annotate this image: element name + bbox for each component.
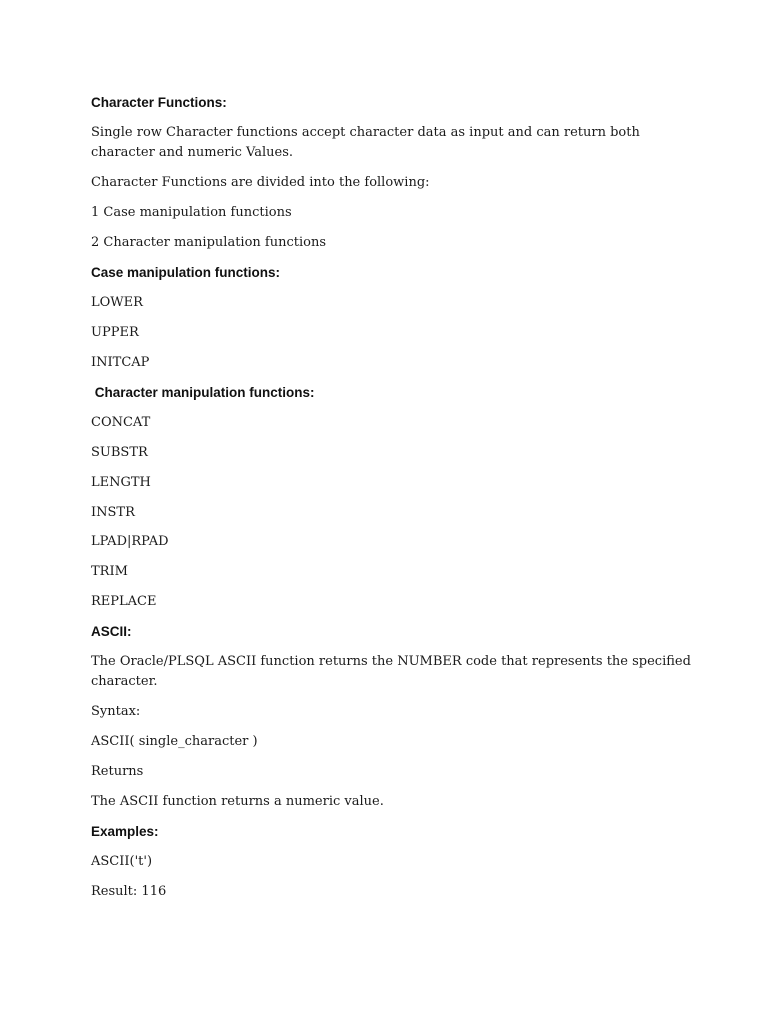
example-result: Result: 116 — [91, 884, 167, 899]
category-case-manipulation: 1 Case manipulation functions — [91, 205, 292, 220]
heading-case-manipulation: Case manipulation functions: — [91, 265, 281, 280]
intro-paragraph: Single row Character functions accept character data as input and can return both character and numeric Values. — [91, 125, 640, 160]
function-substr: SUBSTR — [91, 445, 148, 460]
function-replace: REPLACE — [91, 594, 157, 609]
heading-ascii: ASCII: — [91, 624, 132, 639]
function-lpad-rpad: LPAD|RPAD — [91, 534, 169, 549]
function-trim: TRIM — [91, 564, 128, 579]
function-concat: CONCAT — [91, 415, 151, 430]
example-call: ASCII('t') — [91, 854, 153, 869]
returns-label: Returns — [91, 764, 144, 779]
divided-into-text: Character Functions are divided into the following: — [91, 175, 430, 190]
ascii-description: The Oracle/PLSQL ASCII function returns the NUMBER code that represents the specified character. — [91, 654, 691, 689]
returns-description: The ASCII function returns a numeric value. — [91, 794, 384, 809]
category-character-manipulation: 2 Character manipulation functions — [91, 235, 326, 250]
heading-character-functions: Character Functions: — [91, 95, 227, 110]
syntax-value: ASCII( single_character ) — [91, 734, 258, 749]
syntax-label: Syntax: — [91, 704, 141, 719]
heading-examples: Examples: — [91, 824, 159, 839]
function-lower: LOWER — [91, 295, 143, 310]
function-upper: UPPER — [91, 325, 139, 340]
heading-character-manipulation: Character manipulation functions: — [91, 385, 315, 400]
function-initcap: INITCAP — [91, 355, 150, 370]
function-length: LENGTH — [91, 475, 151, 490]
function-instr: INSTR — [91, 505, 135, 520]
